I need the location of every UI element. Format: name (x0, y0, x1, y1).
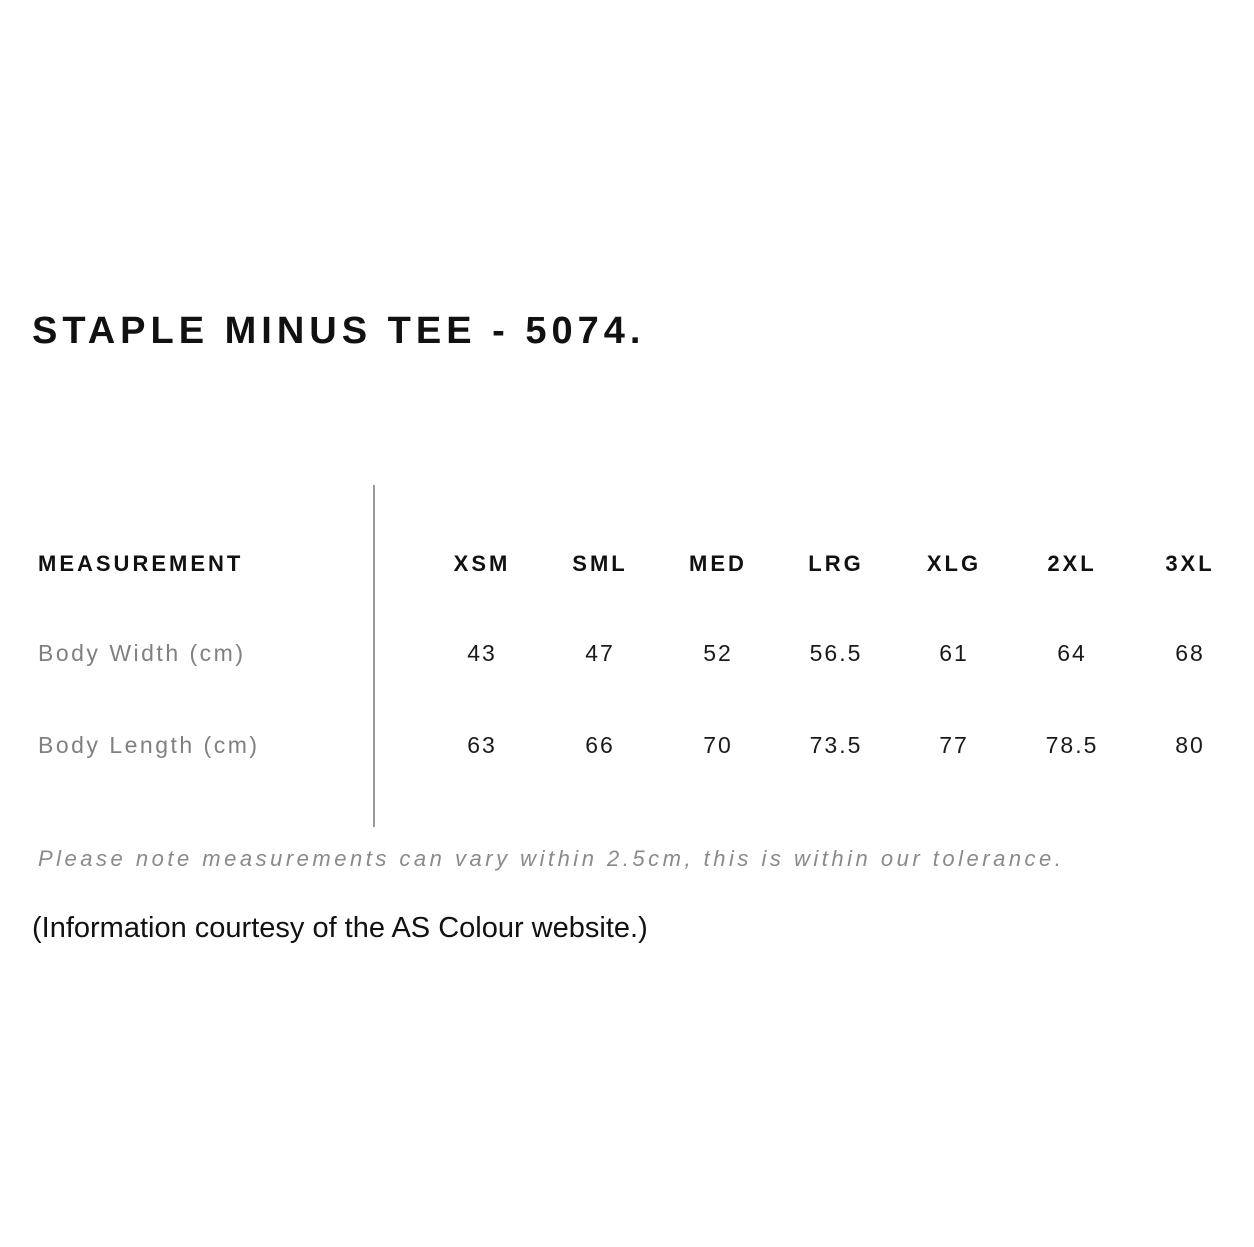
measurement-header: MEASUREMENT (38, 551, 244, 576)
table-row (0, 640, 1254, 680)
table-cell: 70 (703, 732, 733, 758)
size-header-lrg: LRG (808, 551, 864, 576)
table-cell: 68 (1175, 640, 1205, 666)
size-header-3xl: 3XL (1165, 551, 1215, 576)
table-cell: 56.5 (809, 640, 863, 666)
table-row (0, 732, 1254, 772)
table-cell: 78.5 (1045, 732, 1099, 758)
row-label-body-width: Body Width (cm) (38, 640, 246, 666)
size-header-sml: SML (572, 551, 628, 576)
table-cell: 77 (939, 732, 969, 758)
table-cell: 61 (939, 640, 969, 666)
courtesy-text: (Information courtesy of the AS Colour website.) (32, 912, 648, 944)
size-header-xsm: XSM (453, 551, 511, 576)
page-title: STAPLE MINUS TEE - 5074. (32, 310, 646, 352)
row-label-body-length: Body Length (cm) (38, 732, 260, 758)
table-cell: 63 (467, 732, 497, 758)
table-cell: 43 (467, 640, 497, 666)
table-cell: 64 (1057, 640, 1087, 666)
table-cell: 47 (585, 640, 615, 666)
table-cell: 73.5 (809, 732, 863, 758)
size-header-med: MED (689, 551, 747, 576)
size-header-xlg: XLG (926, 551, 982, 576)
table-cell: 52 (703, 640, 733, 666)
table-cell: 66 (585, 732, 615, 758)
tolerance-note: Please note measurements can vary within 2.5cm, this is within our tolerance. (38, 846, 1065, 871)
table-header-row (0, 551, 1254, 591)
size-header-2xl: 2XL (1047, 551, 1097, 576)
table-cell: 80 (1175, 732, 1205, 758)
